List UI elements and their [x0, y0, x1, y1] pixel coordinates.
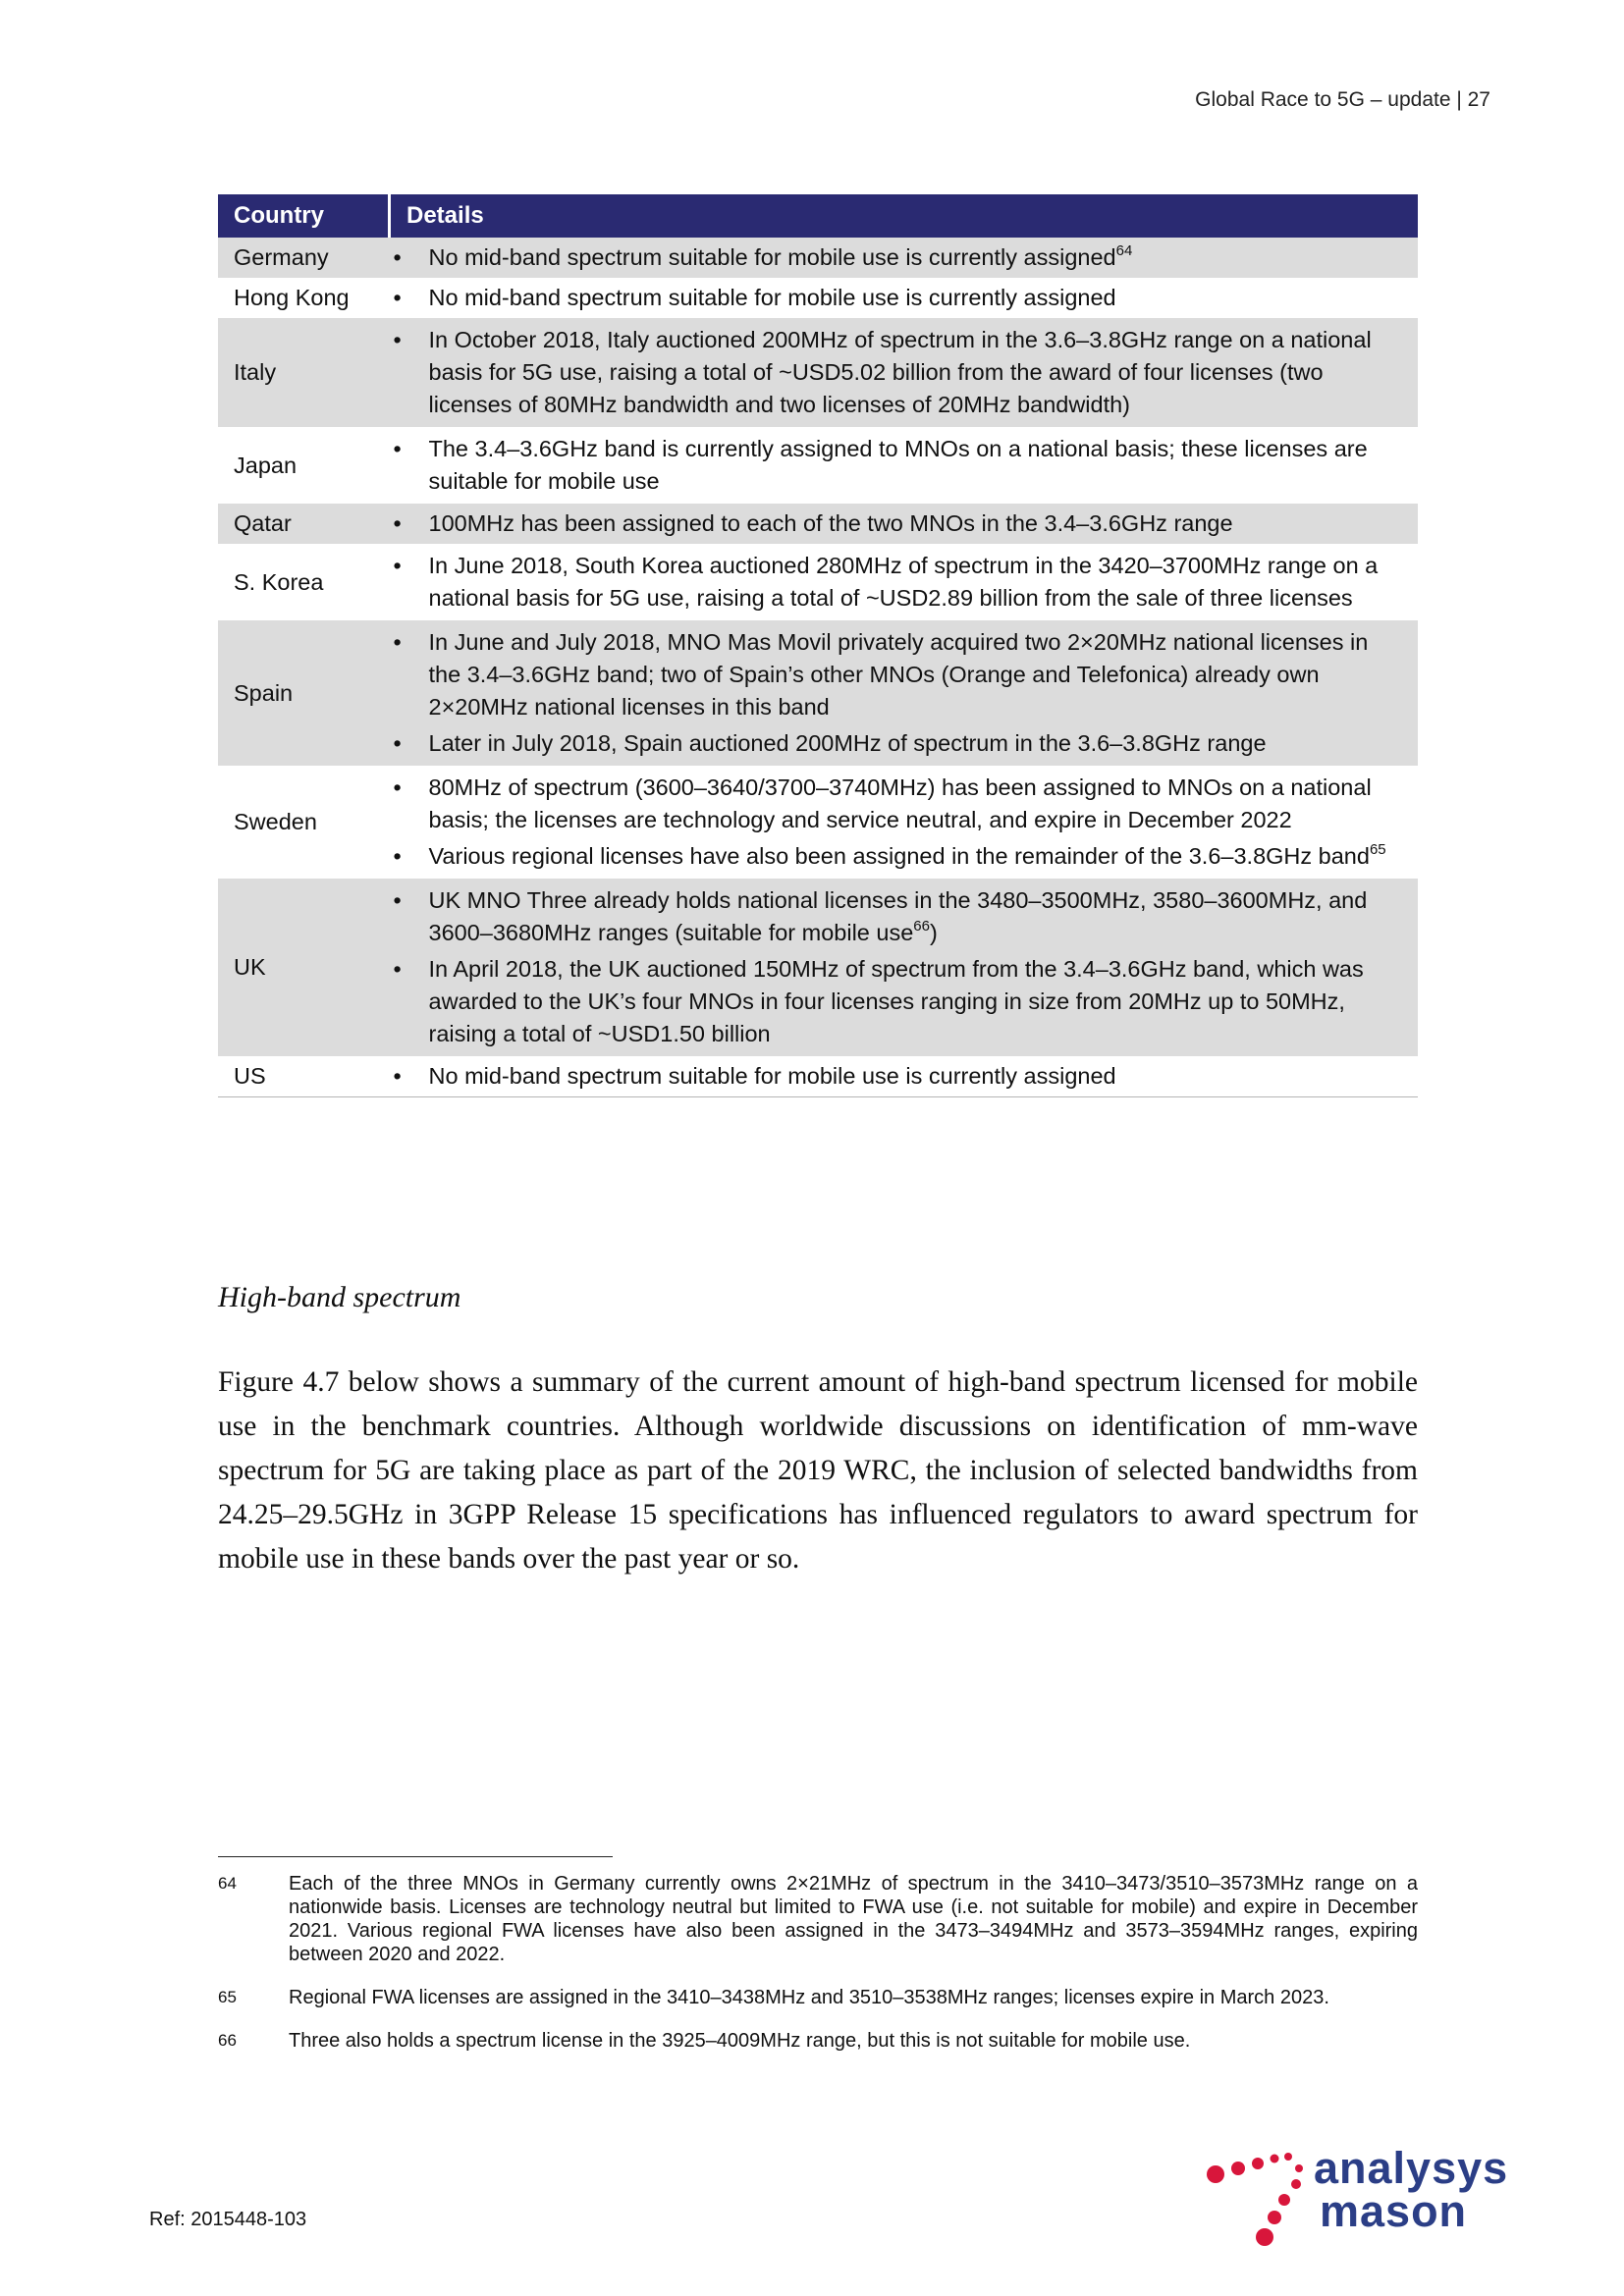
- country-cell: S. Korea: [234, 568, 324, 595]
- country-cell: Italy: [218, 318, 390, 427]
- footnote: [218, 2029, 1418, 2053]
- section-heading: High-band spectrum: [218, 1281, 461, 1313]
- table-row: [218, 1056, 1418, 1097]
- details-cell: [390, 620, 1419, 766]
- table-row: [218, 620, 1418, 766]
- table-row: [218, 879, 1418, 1056]
- body-paragraph: Figure 4.7 below shows a summary of the current amount of high-band spectrum licensed for mobile use in the benchmark countries. Although worldwide discussions on identification of mm-wave spectrum for 5G are taking place as part of the 2019 WRC, the inclusion of selected bandwidths from 24.25–29.5GHz in 3GPP Release 15 specifications has influenced regulators to award spectrum for mobile use in these bands over the past year or so.: [218, 1366, 1418, 1575]
- list-item: • In June and July 2018, MNO Mas Movil privately acquired two 2×20MHz national licenses in the 3.4–3.6GHz band; two of Spain’s other MNOs (Orange and Telefonica) already own 2×20MHz national licenses in this band: [390, 626, 1399, 723]
- footnote: [218, 1872, 1418, 1966]
- country-cell: Spain: [218, 620, 390, 766]
- footnote-text: Three also holds a spectrum license in the 3925–4009MHz range, but this is not suitable for mobile use.: [289, 2030, 1191, 2052]
- footnote-ref: 66: [913, 918, 930, 935]
- country-cell: Sweden: [234, 809, 317, 834]
- details-cell: [390, 879, 1419, 1056]
- footnotes: [218, 1872, 1418, 2072]
- logo-dots-icon: [1206, 2145, 1314, 2253]
- country-cell: Hong Kong: [234, 285, 350, 310]
- table-row: [218, 504, 1418, 544]
- footnote-ref: 64: [1115, 242, 1133, 260]
- list-item: • 80MHz of spectrum (3600–3640/3700–3740MHz) has been assigned to MNOs on a national basis; the licenses are technology and service neutral, and expire in December 2022: [390, 772, 1399, 836]
- analysys-mason-logo: [1206, 2145, 1520, 2253]
- table-header-row: [218, 194, 1418, 238]
- country-cell: Japan: [234, 452, 298, 478]
- document-reference: Ref: 2015448-103: [149, 2209, 307, 2230]
- table-row: [218, 278, 1418, 318]
- table-row: [218, 238, 1418, 278]
- country-column-header: Country: [218, 194, 390, 238]
- details-cell: [390, 544, 1419, 620]
- footnote-divider: [218, 1856, 613, 1857]
- details-cell: [390, 427, 1419, 504]
- list-item: • No mid-band spectrum suitable for mobile use is currently assigned: [390, 1060, 1399, 1093]
- list-item: • The 3.4–3.6GHz band is currently assigned to MNOs on a national basis; these licenses are suitable for mobile use: [390, 433, 1399, 498]
- footnote-ref: 65: [1369, 841, 1386, 859]
- footnote-number: 64: [218, 1874, 237, 1893]
- details-cell: [390, 318, 1419, 427]
- details-column-header: Details: [390, 194, 1419, 238]
- list-item: • In October 2018, Italy auctioned 200MHz of spectrum in the 3.6–3.8GHz range on a national basis for 5G use, raising a total of ~USD5.02 billion from the award of four licenses (two licenses of 80MHz bandwidth and two licenses of 20MHz bandwidth): [390, 324, 1399, 421]
- table-row: [218, 766, 1418, 879]
- list-item: • In June 2018, South Korea auctioned 280MHz of spectrum in the 3420–3700MHz range on a national basis for 5G use, raising a total of ~USD2.89 billion from the sale of three licenses: [390, 550, 1399, 614]
- table-row: [218, 318, 1418, 427]
- footnote-number: 66: [218, 2031, 237, 2050]
- logo-wordmark-line2: mason: [1320, 2186, 1468, 2236]
- details-cell: [390, 278, 1419, 318]
- list-item: • No mid-band spectrum suitable for mobile use is currently assigned$^{64}$: [390, 241, 1399, 274]
- list-item: • 100MHz has been assigned to each of the two MNOs in the 3.4–3.6GHz range: [390, 507, 1399, 540]
- footnote: [218, 1986, 1418, 2009]
- table-row: [218, 544, 1418, 620]
- country-cell: Qatar: [218, 504, 390, 544]
- details-cell: [390, 504, 1419, 544]
- footnote-text: Regional FWA licenses are assigned in the 3410–3438MHz and 3510–3538MHz ranges; licenses expire in March 2023.: [289, 1987, 1329, 2008]
- details-cell: [390, 238, 1419, 278]
- country-cell: Germany: [218, 238, 390, 278]
- list-item: • No mid-band spectrum suitable for mobile use is currently assigned: [390, 282, 1399, 314]
- list-item: • Various regional licenses have also been assigned in the remainder of the 3.6–3.8GHz band$^{65}$: [390, 840, 1399, 873]
- country-cell: US: [218, 1056, 390, 1097]
- list-item: • Later in July 2018, Spain auctioned 200MHz of spectrum in the 3.6–3.8GHz range: [390, 727, 1399, 760]
- list-item: • UK MNO Three already holds national licenses in the 3480–3500MHz, 3580–3600MHz, and 3600–3680MHz ranges (suitable for mobile use$^{66}$): [390, 884, 1399, 949]
- country-cell: UK: [218, 879, 390, 1056]
- spectrum-table: [218, 194, 1418, 1097]
- footnote-number: 65: [218, 1988, 237, 2006]
- running-header: Global Race to 5G – update | 27: [1195, 88, 1490, 111]
- logo-wordmark-line1: analysys: [1314, 2143, 1509, 2193]
- details-cell: [390, 766, 1419, 879]
- table-row: [218, 427, 1418, 504]
- footnote-text: Each of the three MNOs in Germany currently owns 2×21MHz of spectrum in the 3410–3473/3510–3573MHz range on a nationwide basis. Licenses are technology neutral but limited to FWA use (i.e. not suitable for mobile) and expire in December 2021. Various regional FWA licenses have also been assigned in the 3473–3494MHz and 3573–3594MHz ranges, expiring between 2020 and 2022.: [289, 1873, 1418, 1965]
- details-cell: [390, 1056, 1419, 1097]
- list-item: • In April 2018, the UK auctioned 150MHz of spectrum from the 3.4–3.6GHz band, which was awarded to the UK’s four MNOs in four licenses ranging in size from 20MHz up to 50MHz, raising a total of ~USD1.50 billion: [390, 953, 1399, 1050]
